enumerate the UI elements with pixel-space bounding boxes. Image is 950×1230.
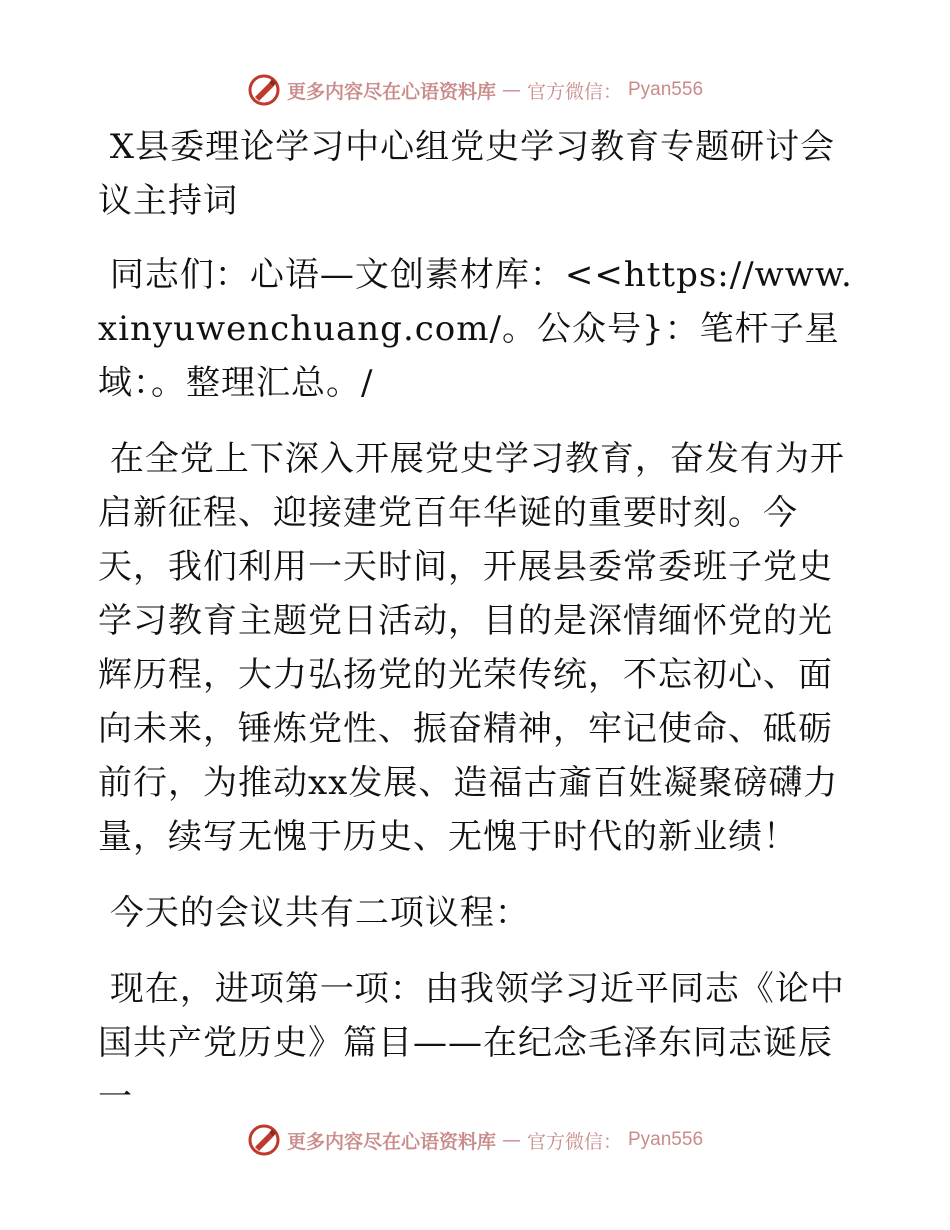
paragraph: 现在，进项第一项：由我领学习近平同志《论中国共产党历史》篇目——在纪念毛泽东同志诞辰一 [98, 969, 845, 1117]
pen-logo-icon [247, 73, 281, 107]
header-watermark [0, 70, 950, 110]
document-title: X县委理论学习中心组党史学习教育专题研讨会议主持词 [98, 127, 836, 221]
paragraph: 今天的会议共有二项议程： [109, 893, 530, 933]
watermark-separator: — [501, 79, 521, 101]
watermark-separator: — [501, 1129, 521, 1151]
watermark-text: 更多内容尽在心语资料库 [286, 80, 496, 103]
paragraph: 同志们：心语—文创素材库：<<https://www.xinyuwenchuang.com/。公众号}：笔杆子星域：。整理汇总。/ [98, 255, 853, 403]
watermark-wechat-label: 官方微信： [526, 80, 622, 103]
watermark-wechat-label: 官方微信： [526, 1130, 622, 1153]
watermark-text: 更多内容尽在心语资料库 [286, 1130, 496, 1153]
footer-watermark [0, 1120, 950, 1160]
pen-logo-icon [247, 1123, 281, 1157]
paragraph: 在全党上下深入开展党史学习教育，奋发有为开启新征程、迎接建党百年华诞的重要时刻。今天，我们利用一天时间，开展县委常委班子党史学习教育主题党日活动，目的是深情缅怀党的光辉历程，大力弘扬党的光荣传统，不忘初心、面向未来，锤炼党性、振奋精神，牢记使命、砥砺前行，为推动xx发展、造福古齑百姓凝聚磅礴力量，续写无愧于历史、无愧于时代的新业绩！ [98, 439, 845, 857]
watermark-wechat-id: Pyan556 [628, 1129, 704, 1150]
document-body [98, 120, 858, 1146]
watermark-wechat-id: Pyan556 [628, 79, 704, 100]
